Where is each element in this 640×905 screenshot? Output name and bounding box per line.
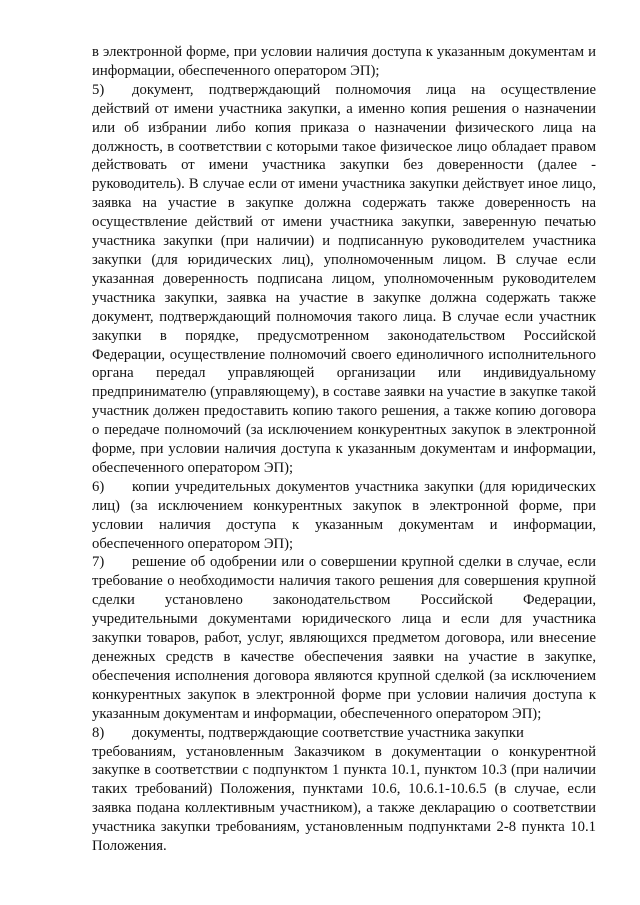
item-number: 8): [92, 724, 105, 741]
item-text: копии учредительных документов участника закупки (для юридических лиц) (за исключением конкурентных закупок в электронной форме, при условии наличия доступа к указанным документам и информации, обеспеченного оператором ЭП);: [92, 478, 596, 552]
list-item-7: [92, 553, 596, 723]
intro-paragraph: [92, 43, 596, 81]
item-number: 7): [92, 554, 105, 571]
item-first-line: документы, подтверждающие соответствие участника закупки: [132, 724, 524, 741]
list-item-6: [92, 478, 596, 554]
item-text: требованиям, установленным Заказчиком в документации о конкурентной закупке в соответствии с подпунктом 1 пункта 10.1, пунктом 10.3 (при наличии таких требований) Положения, пунктами 10.6, 10.6.1-10.6.5 (в случае, если заявка подана коллективным участником), а также декларацию о соответствии участника закупки требованиям, установленным подпунктами 2-8 пункта 10.1 Положения.: [92, 743, 596, 855]
list-item-5: [92, 81, 596, 478]
item-number: 6): [92, 478, 105, 495]
item-number: 5): [92, 81, 105, 98]
item-text: документ, подтверждающий полномочия лица на осуществление действий от имени участника закупки, а именно копия решения о назначении или об избрании либо копия приказа о назначении физического лица на должность, в соответствии с которыми такое физическое лицо обладает правом действовать от имени участника закупки без доверенности (далее - руководитель). В случае если от имени участника закупки действует иное лицо, заявка на участие в закупке должна содержать также доверенность на осуществление действий от имени участника закупки, заверенную печатью участника закупки (при наличии) и подписанную руководителем участника закупки (для юридических лиц), уполномоченным лицом. В случае если указанная доверенность подписана лицом, уполномоченным руководителем участника закупки, заявка на участие в закупке должна содержать также документ, подтверждающий полномочия такого лица. В случае если участник закупки в порядке, предусмотренном законодательством Российской Федерации, осуществление полномочий своего единоличного исполнительного органа передал управляющей организации или индивидуальному предпринимателю (управляющему), в составе заявки на участие в закупке такой участник должен предоставить копию такого решения, а также копию договора о передаче полномочий (за исключением конкурентных закупок в электронной форме, при условии наличия доступа к указанным документам и информации, обеспеченного оператором ЭП);: [92, 81, 596, 476]
document-page: [92, 43, 596, 856]
list-item-8-continuation: [92, 743, 596, 856]
intro-text: в электронной форме, при условии наличия доступа к указанным документам и информации, обеспеченного оператором ЭП);: [92, 44, 596, 79]
item-text: решение об одобрении или о совершении крупной сделки в случае, если требование о необходимости наличия такого решения для совершения крупной сделки установлено законодательством Российской Федерации, учредительными документами юридического лица и если для участника закупки товаров, работ, услуг, являющихся предметом договора, или внесение денежных средств в качестве обеспечения заявки на участие в закупке, обеспечения исполнения договора являются крупной сделкой (за исключением конкурентных закупок в электронной форме при условии наличия доступа к указанным документам и информации, обеспеченного оператором ЭП);: [92, 554, 596, 722]
list-item-8: [92, 724, 596, 743]
